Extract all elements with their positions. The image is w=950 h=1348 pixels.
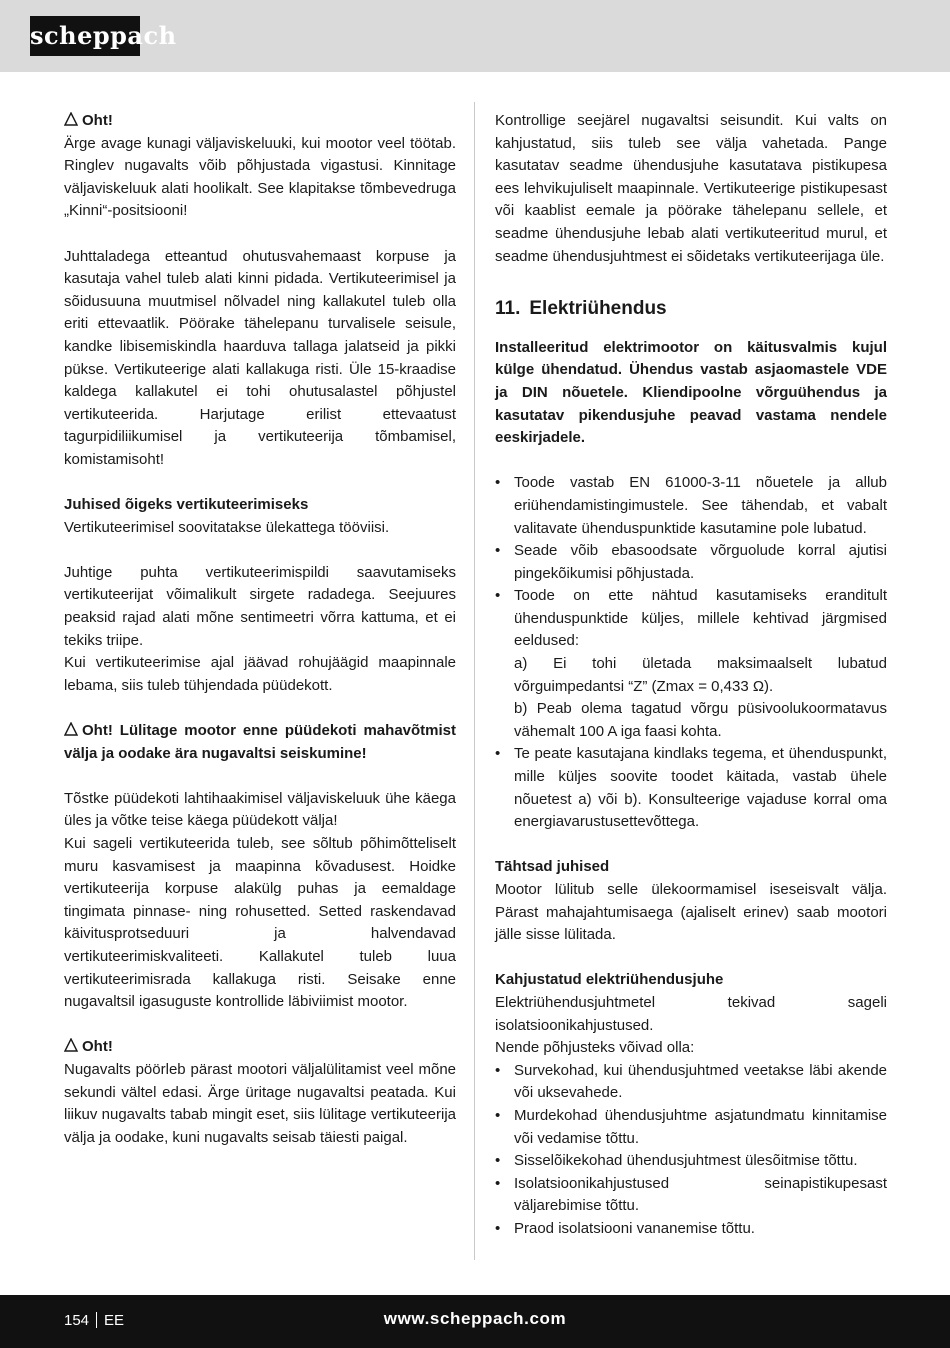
- requirements-list: [495, 472, 887, 834]
- damaged-paragraph-1: Elektriühendusjuhtmetel tekivad sageli isolatsioonikahjustused.: [495, 993, 887, 1034]
- list-item: • Toode on ette nähtud kasutamiseks eranditult ühenduspunktide küljes, millele kehtivad järgmised eeldused: a) Ei tohi ületada maksimaalselt lubatud võrguimpedantsi “Z” (Zmax = 0,433 Ω). b) Peab olema tagatud võrgu püsivoolukoormatavus vähemalt 100 A iga faasi kohta.: [495, 585, 887, 743]
- guide-paragraph-1: Vertikuteerimisel soovitatakse ülekattega tööviisi.: [64, 518, 390, 536]
- list-item: • Murdekohad ühendusjuhtme asjatundmatu kinnitamise või vedamise tõttu.: [495, 1105, 887, 1150]
- list-item: • Praod isolatsiooni vananemise tõttu.: [495, 1218, 887, 1241]
- notes-heading: Tähtsad juhised: [495, 858, 610, 876]
- electric-intro: Installeeritud elektrimootor on käitusvalmis kujul külge ühendatud. Ühendus vastab asjaomastele VDE ja DIN nõuetele. Kliendipoolne võrguühendus ja kasutatav pikendusjuhe peavad vastama nendele eeskirjadele.: [495, 338, 887, 447]
- safety-paragraph: Juhttaladega etteantud ohutusvahemaast korpuse ja kasutaja vahel tuleb alati kinni pidada. Vertikuteerimisel ja sõidusuuna muutmisel nõlvadel ning kallakutel tuleb olla eriti ettevaatlik. Pöörake tähelepanu turvalisele seisule, kandke libisemiskindla haarduva tallaga jalatseid ja pikki pükse. Vertikuteerige alati kallakuga risti. Üle 15-kraadise kaldega kallakutel ei tohi ohutusalastel põhjustel vertikuteerida. Harjutage erilist ettevaatust tagurpidiliikumisel ja vertikuteerija tõmbamisel, komistamisoht!: [64, 247, 456, 468]
- section-number: 11.: [495, 297, 521, 319]
- warning-3-title: Oht!: [64, 1036, 456, 1059]
- list-item: • Seade võib ebasoodsate võrguolude korral ajutisi pingekõikumisi põhjustada.: [495, 540, 887, 585]
- damaged-paragraph-2: Nende põhjusteks võivad olla:: [495, 1039, 695, 1057]
- page-header: [0, 0, 950, 72]
- bag-paragraph-2: Kui sageli vertikuteerida tuleb, see sõltub põhimõtteliselt muru kasvamisest ja maapinna kõvadusest. Hoidke vertikuteerija korpuse alakülg puhas ja eemaldage tingimata pinnase- ning rohusetted. Setted raskendavad käivitusprotseduuri ja halvendavad vertikuteerimiskvaliteeti. Kallakutel tuleb luua vertikuteerimisrada kallakuga risti. Seisake enne nugavaltsil igasuguste kontrollide läbiviimist mootor.: [64, 835, 456, 1011]
- condition-b: b) Peab olema tagatud võrgu püsivoolukoormatavus vähemalt 100 A iga faasi kohta.: [514, 700, 887, 740]
- language-code: EE: [104, 1312, 125, 1329]
- damaged-cable-heading: Kahjustatud elektriühendusjuhe: [495, 971, 724, 989]
- list-item: • Toode vastab EN 61000-3-11 nõuetele ja allub eriühendamistingimustele. See tähendab, et vabalt valitavate ühenduspunktide kasutamine pole lubatud.: [495, 472, 887, 540]
- notes-paragraph: Mootor lülitub selle ülekoormamisel iseseisvalt välja. Pärast mahajahtumisaega (ajaliselt erinev) saab mootori jälle sisse lülitada.: [495, 881, 887, 944]
- list-item: • Te peate kasutajana kindlaks tegema, et ühenduspunkt, mille küljes soovite toodet käitada, vastab ühele nõuetest a) või b). Konsulteerige vajaduse korral oma energiavarustusettevõttega.: [495, 743, 887, 833]
- left-column: [64, 110, 456, 1149]
- warning-1-text: Ärge avage kunagi väljaviskeluuki, kui mootor veel töötab. Ringlev nugavalts võib põhjustada vigastusi. Kinnitage väljaviskeluuk alati hoolikalt. See klapitakse tõmbevedruga „Kinni“-positsiooni!: [64, 134, 456, 220]
- warning-3-text: Nugavalts pöörleb pärast mootori väljalülitamist veel mõne sekundi vältel edasi. Ärge üritage nugavaltsi peatada. Kui liikuv nugavalts tabab mingit eset, siis lülitage vertikuteerija välja ja oodake, kuni nugavalts seisab täiesti paigal.: [64, 1060, 456, 1146]
- bag-paragraph-1: Tõstke püüdekoti lahtihaakimisel väljaviskeluuk ühe käega üles ja võtke teise käega püüdekott välja!: [64, 789, 456, 830]
- warning-1-title: Oht!: [64, 110, 456, 133]
- list-item: • Survekohad, kui ühendusjuhtmed veetakse läbi akende või uksevahede.: [495, 1060, 887, 1105]
- website-link[interactable]: www.scheppach.com: [383, 1309, 567, 1328]
- page-number: 154: [64, 1312, 90, 1329]
- guide-paragraph-3: Kui vertikuteerimise ajal jäävad rohujäägid maapinnale lebama, siis tuleb tühjendada püüdekott.: [64, 654, 456, 694]
- check-paragraph: Kontrollige seejärel nugavaltsi seisundit. Kui valts on kahjustatud, siis tuleb see välja vahetada. Pange kasutatav seadme ühendusjuhe kasutatava pistikupesa ees lehvikujuliselt maapinnale. Vertikuteerige pistikupesast või kaablist eemale ja pöörake tähelepanu sellele, et seadme ühendusjuhe lebab alati vertikuteeritud murul, et seadme ühendusjuhtmest ei sõidetaks vertikuteerijaga üle.: [495, 112, 887, 265]
- scheppach-logo: scheppach: [30, 16, 140, 56]
- guide-paragraph-2: Juhtige puhta vertikuteerimispildi saavutamiseks vertikuteerijat võimalikult sirgete radadega. Seejuures peaksid rajad alati mõne sentimeetri võrra kattuma, et ei tekiks triipe.: [64, 563, 456, 649]
- column-divider: [474, 102, 475, 1260]
- page-footer: [0, 1295, 950, 1348]
- right-column: [495, 110, 887, 1241]
- list-item: • Isolatsioonikahjustused seinapistikupesast väljarebimise tõttu.: [495, 1173, 887, 1218]
- warning-2: Oht! Lülitage mootor enne püüdekoti mahavõtmist välja ja oodake ära nugavaltsi seiskumine!: [64, 722, 456, 762]
- section-title: Elektriühendus: [529, 297, 667, 319]
- condition-a: a) Ei tohi ületada maksimaalselt lubatud võrguimpedantsi “Z” (Zmax = 0,433 Ω).: [514, 655, 887, 695]
- guide-heading: Juhised õigeks vertikuteerimiseks: [64, 496, 309, 514]
- damage-causes-list: [495, 1060, 887, 1241]
- warning-triangle-icon: [64, 722, 78, 736]
- warning-triangle-icon: [64, 112, 78, 126]
- list-item: • Sisselõikekohad ühendusjuhtmest ülesõitmise tõttu.: [495, 1150, 887, 1173]
- warning-triangle-icon: [64, 1038, 78, 1052]
- section-heading: [495, 291, 887, 337]
